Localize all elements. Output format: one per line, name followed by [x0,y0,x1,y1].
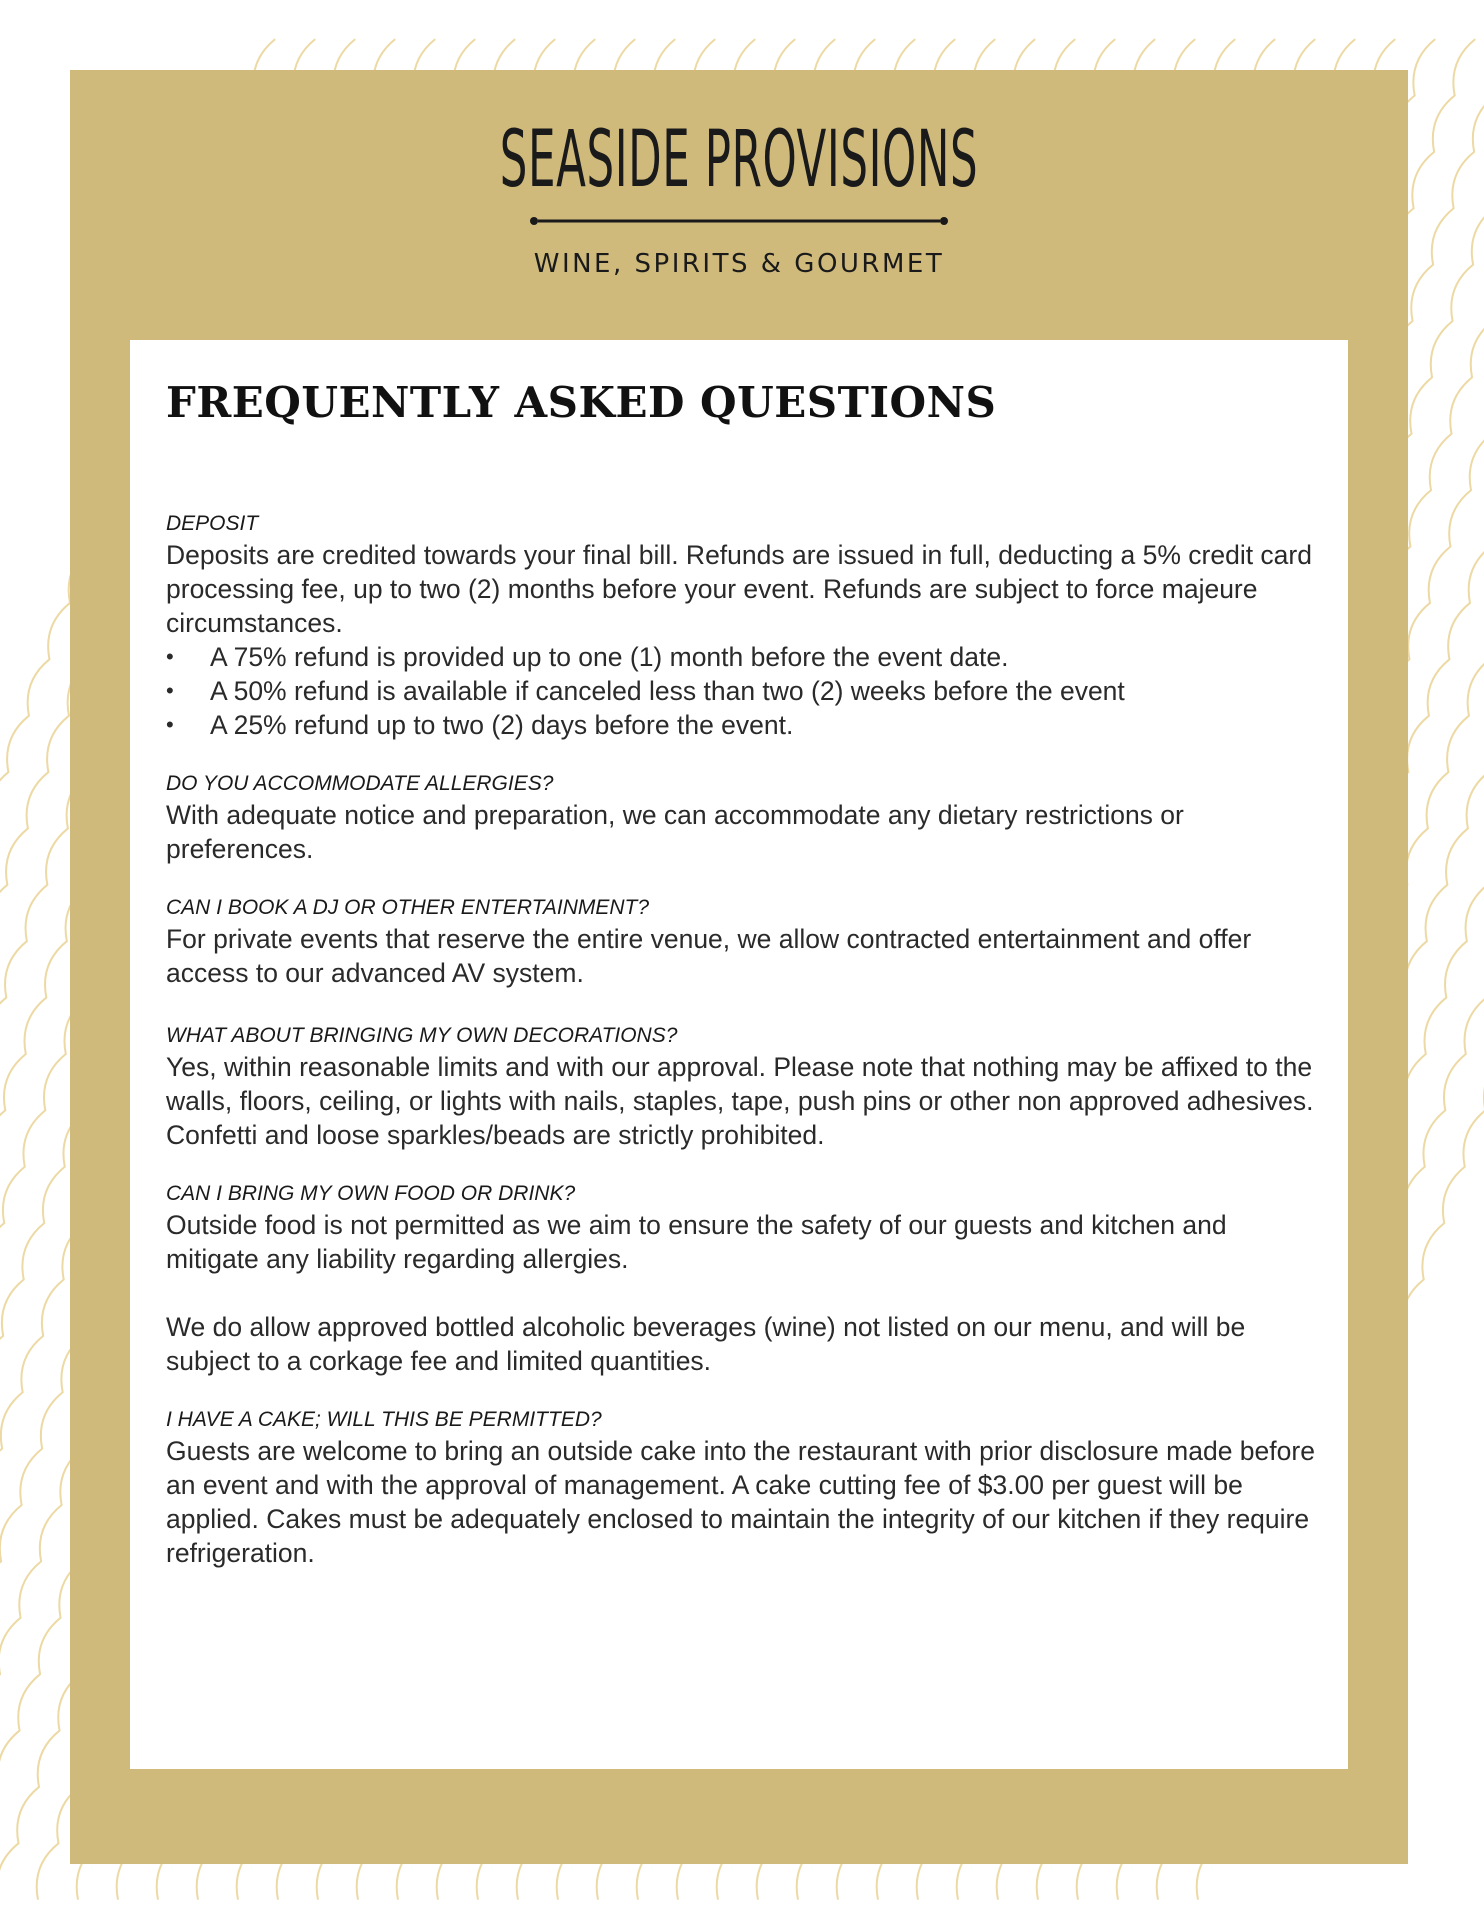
faq-question: CAN I BOOK A DJ OR OTHER ENTERTAINMENT? [166,896,650,919]
faq-question: DO YOU ACCOMMODATE ALLERGIES? [166,772,554,795]
gold-frame [70,70,1408,1864]
faq-question: DEPOSIT [166,512,259,535]
list-item: • A 50% refund is available if canceled less than two (2) weeks before the event [166,674,1316,708]
faq-answer: Outside food is not permitted as we aim to ensure the safety of our guests and kitchen and mitigate any liability regarding allergies. [166,1210,1227,1274]
faq-item-decorations [166,1022,1316,1152]
faq-answer: With adequate notice and preparation, we can accommodate any dietary restrictions or preferences. [166,800,1184,864]
faq-panel [130,340,1348,1769]
list-item: • A 25% refund up to two (2) days before the event. [166,708,1316,742]
faq-question: CAN I BRING MY OWN FOOD OR DRINK? [166,1182,576,1205]
faq-list [166,510,1316,1598]
faq-answer: Yes, within reasonable limits and with our approval. Please note that nothing may be affixed to the walls, floors, ceiling, or lights with nails, staples, tape, push pins or other non approved adhesives. Confetti and loose sparkles/beads are strictly prohibited. [166,1052,1314,1150]
page-title: FREQUENTLY ASKED QUESTIONS [166,378,997,427]
faq-question: WHAT ABOUT BRINGING MY OWN DECORATIONS? [166,1024,678,1047]
faq-item-entertainment [166,894,1316,990]
refund-bullet-list [166,640,1316,742]
logo-rule-divider [529,209,949,233]
faq-answer: We do allow approved bottled alcoholic beverages (wine) not listed on our menu, and will be subject to a corkage fee and limited quantities. [166,1312,1246,1376]
list-item: • A 75% refund is provided up to one (1) month before the event date. [166,640,1316,674]
faq-item-cake [166,1406,1316,1570]
faq-item-food-drink [166,1180,1316,1378]
brand-tagline: WINE, SPIRITS & GOURMET [533,249,945,279]
faq-item-deposit [166,510,1316,742]
brand-logo [70,115,1408,279]
faq-answer: Guests are welcome to bring an outside cake into the restaurant with prior disclosure made before an event and with the approval of management. A cake cutting fee of $3.00 per guest will be applied. Cakes must be adequately enclosed to maintain the integrity of our kitchen if they require refrigeration. [166,1436,1315,1568]
faq-item-allergies [166,770,1316,866]
brand-name: SEASIDE PROVISIONS [499,115,979,205]
faq-answer: For private events that reserve the entire venue, we allow contracted entertainment and offer access to our advanced AV system. [166,924,1252,988]
faq-answer: Deposits are credited towards your final bill. Refunds are issued in full, deducting a 5% credit card processing fee, up to two (2) months before your event. Refunds are subject to force majeure circumstances. [166,540,1312,638]
faq-question: I HAVE A CAKE; WILL THIS BE PERMITTED? [166,1408,602,1431]
